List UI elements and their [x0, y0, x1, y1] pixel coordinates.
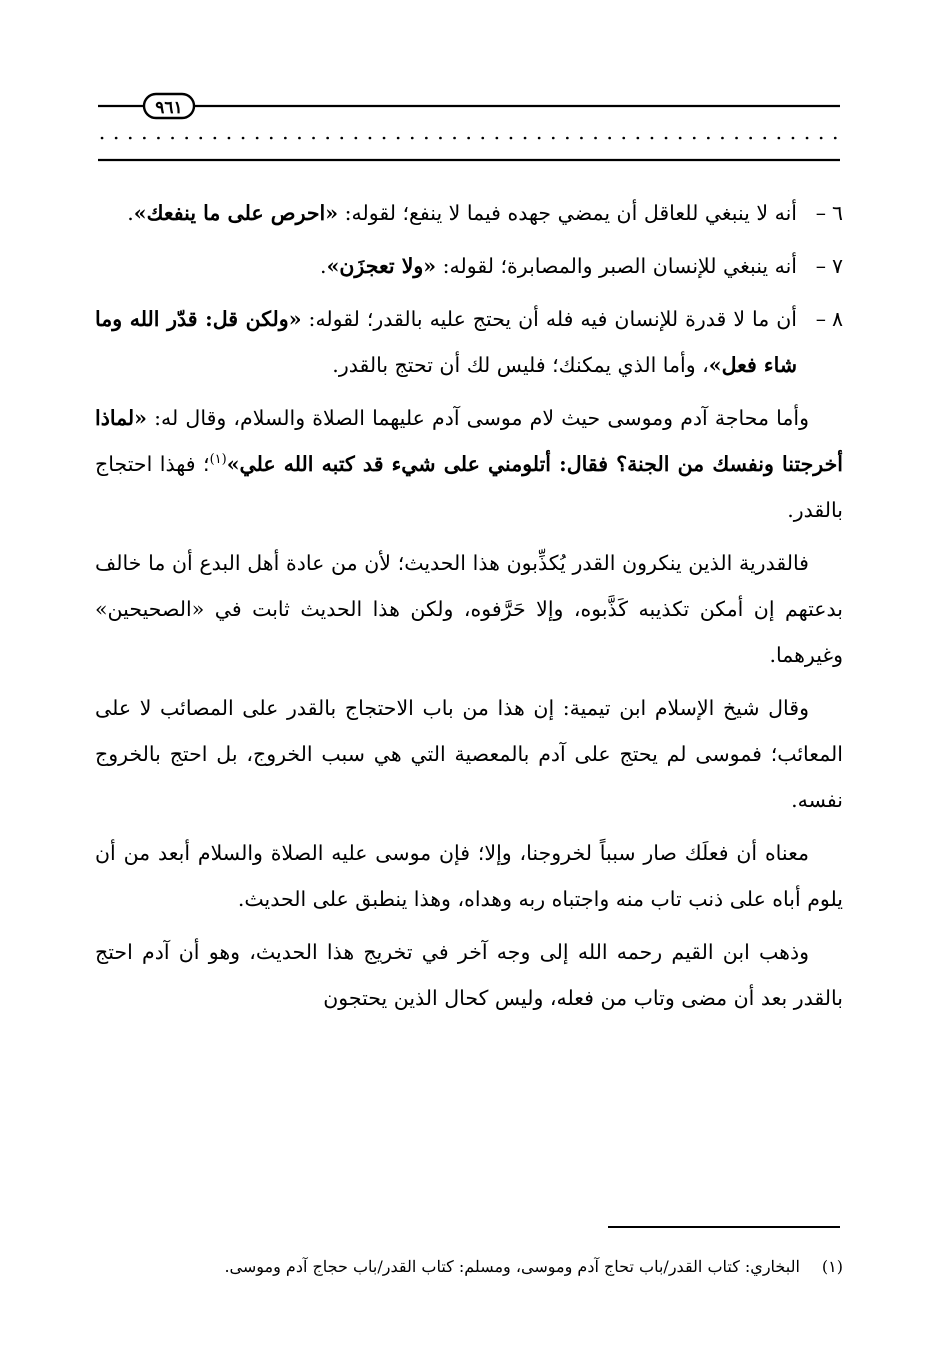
- list-item-8: ٨–أن ما لا قدرة للإنسان فيه فله أن يحتج عليه بالقدر؛ لقوله: «ولكن قل: قدّر الله وما شاء فعل»، وأما الذي يمكنك؛ فليس لك أن تحتج بالقدر.: [95, 296, 843, 388]
- footnote-text: البخاري: كتاب القدر/باب تحاج آدم وموسى، ومسلم: كتاب القدر/باب حجاج آدم وموسى.: [224, 1257, 800, 1276]
- page-header: [98, 88, 840, 166]
- list-item-6: ٦–أنه لا ينبغي للعاقل أن يمضي جهده فيما لا ينفع؛ لقوله: «احرص على ما ينفعك».: [95, 190, 843, 236]
- hadith-quote: «احرص على ما ينفعك»: [133, 201, 339, 225]
- header-ornament: [98, 88, 840, 166]
- paragraph-meaning: معناه أن فعلَك صار سبباً لخروجنا، وإلا؛ فإن موسى عليه الصلاة والسلام أبعد من أن يلوم أباه على ذنب تاب منه واجتباه ربه وهداه، وهذا ينطبق على الحديث.: [95, 841, 843, 911]
- paragraph-adam-moses: وأما محاجة آدم وموسى حيث لام موسى آدم عليهما الصلاة والسلام، وقال له: «لماذا أخرجتنا ونفسك من الجنة؟ فقال: أتلومني على شيء قد كتبه الله علي»$^{(١)}$؛ فهذا احتجاج بالقدر.: [95, 406, 843, 522]
- paragraph-ibn-taymiyya: وقال شيخ الإسلام ابن تيمية: إن هذا من باب الاحتجاج بالقدر على المصائب لا على المعائب؛ فموسى لم يحتج على آدم بالمعصية التي هي سبب الخروج، بل احتج بالخروج نفسه.: [95, 696, 843, 812]
- list-item-7: ٧–أنه ينبغي للإنسان الصبر والمصابرة؛ لقوله: «ولا تعجزَن».: [95, 243, 843, 289]
- paragraph-qadariyya: فالقدرية الذين ينكرون القدر يُكذِّبون هذا الحديث؛ لأن من عادة أهل البدع أن ما خالف بدعتهم إن أمكن تكذيبه كَذَّبوه، وإلا حَرَّفوه، ولكن هذا الحديث ثابت في «الصحيحين» وغيرهما.: [95, 551, 843, 667]
- item-text: أن ما لا قدرة للإنسان فيه فله أن يحتج عليه بالقدر؛ لقوله:: [308, 307, 797, 331]
- item-number: ٧–: [815, 254, 843, 278]
- footnote: [95, 1252, 843, 1282]
- item-text: أنه لا ينبغي للعاقل أن يمضي جهده فيما لا ينفع؛ لقوله:: [344, 201, 797, 225]
- item-text: أنه ينبغي للإنسان الصبر والمصابرة؛ لقوله:: [442, 254, 797, 278]
- hadith-quote: «لماذا أخرجتنا ونفسك من الجنة؟ فقال: أتلومني على شيء قد كتبه الله علي»: [95, 406, 843, 476]
- footnote-ref: (١): [209, 452, 227, 468]
- paragraph-ibn-qayyim: وذهب ابن القيم رحمه الله إلى وجه آخر في تخريج هذا الحديث، وهو أن آدم احتج بالقدر بعد أن مضى وتاب من فعله، وليس كحال الذين يحتجون: [95, 940, 843, 1010]
- hadith-quote: «ولكن قل: قدّر الله وما شاء فعل»: [95, 307, 797, 377]
- footnote-number: (١): [821, 1257, 843, 1276]
- hadith-quote: «ولا تعجزَن»: [326, 254, 437, 278]
- page-number: ٩٦١: [155, 98, 183, 118]
- page-body: [95, 190, 843, 1028]
- item-number: ٨–: [815, 307, 843, 331]
- footnote-separator: [608, 1226, 840, 1228]
- item-number: ٦–: [815, 201, 843, 225]
